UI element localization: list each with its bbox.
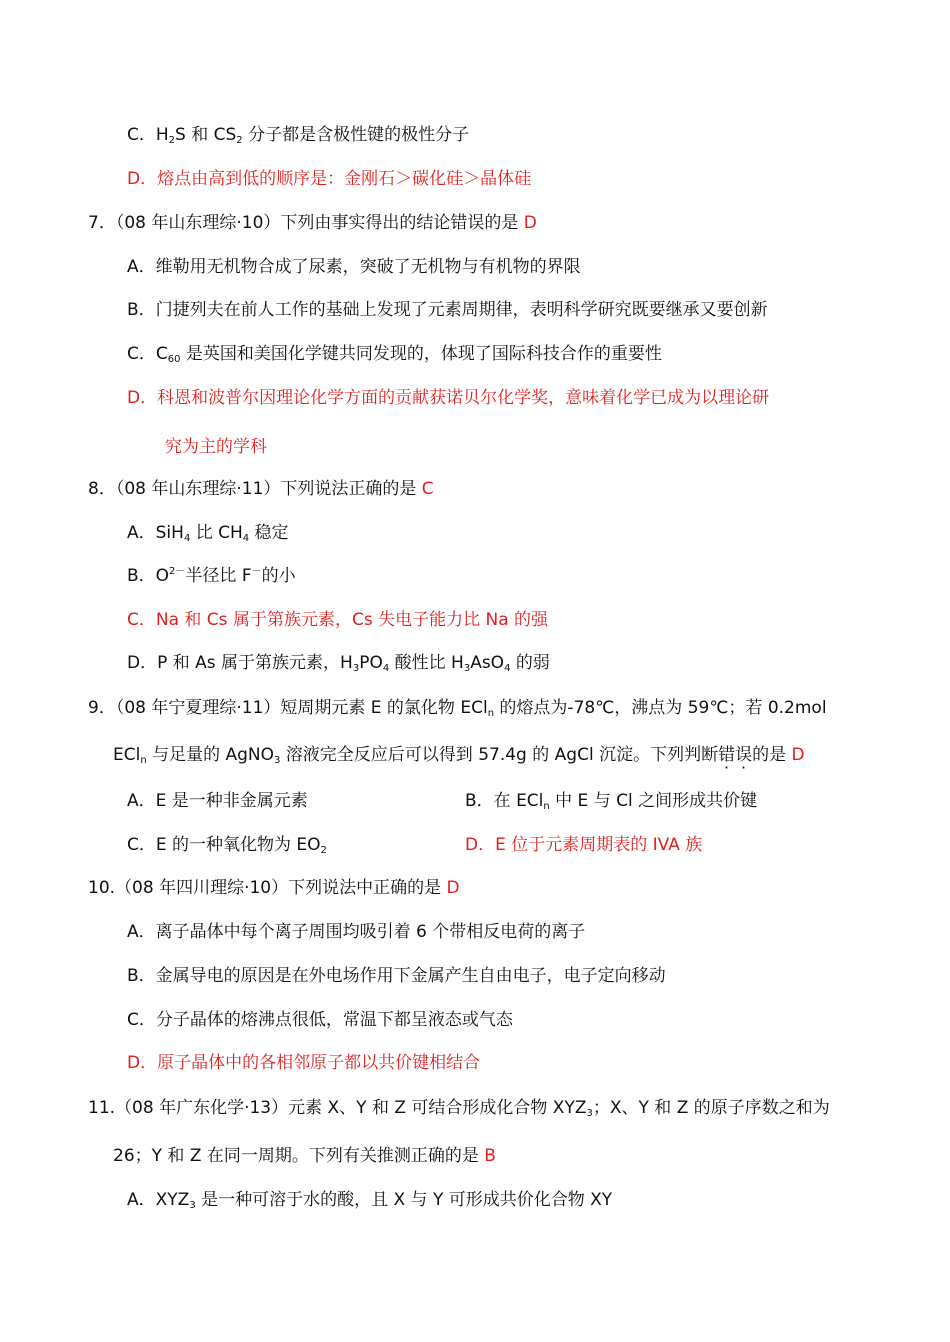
q10-answer: D [446,878,460,898]
q9-option-b: B．在 ECl$_n$ 中 E 与 Cl 之间形成共价键 [465,791,758,812]
emphasis-dot-char: 错 [718,745,736,765]
q7-stem: 7．（08 年山东理综·10）下列由事实得出的结论错误的是 D [88,213,537,233]
q10-option-d: D．原子晶体中的各相邻原子都以共价键相结合 [127,1053,481,1073]
q8-option-b: B．$O^{2-}$半径比 F－的小 [127,566,296,586]
q8-stem: 8．（08 年山东理综·11）下列说法正确的是 C [88,479,434,499]
q9-option-a: A．E 是一种非金属元素 [127,791,308,811]
q9-stem-line1: 9．（08 年宁夏理综·11）短周期元素 E 的氯化物 ECl$_n$ 的熔点为-78℃，沸点为 59℃；若 0.2mol [88,698,827,719]
q9-option-c: C．E 的一种氧化物为 $EO_2$ [127,835,327,856]
q9-stem-line2: ECl$_n$ 与足量的 AgNO$_3$ 溶液完全反应后可以得到 57.4g 的 AgCl 沉淀。下列判断错误的是 D [113,745,805,766]
q11-stem-line2: 26；Y 和 Z 在同一周期。下列有关推测正确的是 B [113,1146,496,1166]
q7-option-a: A．维勒用无机物合成了尿素，突破了无机物与有机物的界限 [127,257,581,277]
q11-answer: B [484,1146,496,1166]
q7-option-c: C．$C_{60}$ 是英国和美国化学键共同发现的，体现了国际科技合作的重要性 [127,344,662,365]
q7-option-b: B．门捷列夫在前人工作的基础上发现了元素周期律，表明科学研究既要继承又要创新 [127,300,768,320]
q8-answer: C [421,479,434,499]
q8-option-c: C．Na 和 Cs 属于第族元素，Cs 失电子能力比 Na 的强 [127,610,549,630]
q6-option-d: D．熔点由高到低的顺序是：金刚石＞碳化硅＞晶体硅 [127,169,532,189]
q8-option-a: A．SiH$_4$ 比 $CH_4$ 稳定 [127,523,289,544]
q7-option-d-line1: D．科恩和波普尔因理论化学方面的贡献获诺贝尔化学奖，意味着化学已成为以理论研 [127,388,770,408]
q10-stem: 10.（08 年四川理综·10）下列说法中正确的是 D [88,878,460,898]
q11-stem-line1: 11.（08 年广东化学·13）元素 X、Y 和 Z 可结合形成化合物 $XYZ_3$；X、Y 和 Z 的原子序数之和为 [88,1098,830,1119]
q9-option-d: D．E 位于元素周期表的 IVA 族 [465,835,703,855]
q9-answer: D [791,745,805,765]
q10-option-c: C．分子晶体的熔沸点很低，常温下都呈液态或气态 [127,1010,513,1030]
q6-option-c: C．$H_2S$ 和 $CS_2$ 分子都是含极性键的极性分子 [127,125,470,146]
q10-option-a: A．离子晶体中每个离子周围均吸引着 6 个带相反电荷的离子 [127,922,586,942]
q7-option-d-line2: 究为主的学科 [165,437,267,457]
q10-option-b: B．金属导电的原因是在外电场作用下金属产生自由电子，电子定向移动 [127,966,666,986]
q7-answer: D [523,213,537,233]
q11-option-a: A．$XYZ_3$ 是一种可溶于水的酸，且 X 与 Y 可形成共价化合物 XY [127,1190,613,1211]
emphasis-dot-char: 误 [735,745,753,765]
q8-option-d: D．P 和 As 属于第族元素，$H_3PO_4$ 酸性比 $H_3AsO_4$ 的弱 [127,653,550,674]
